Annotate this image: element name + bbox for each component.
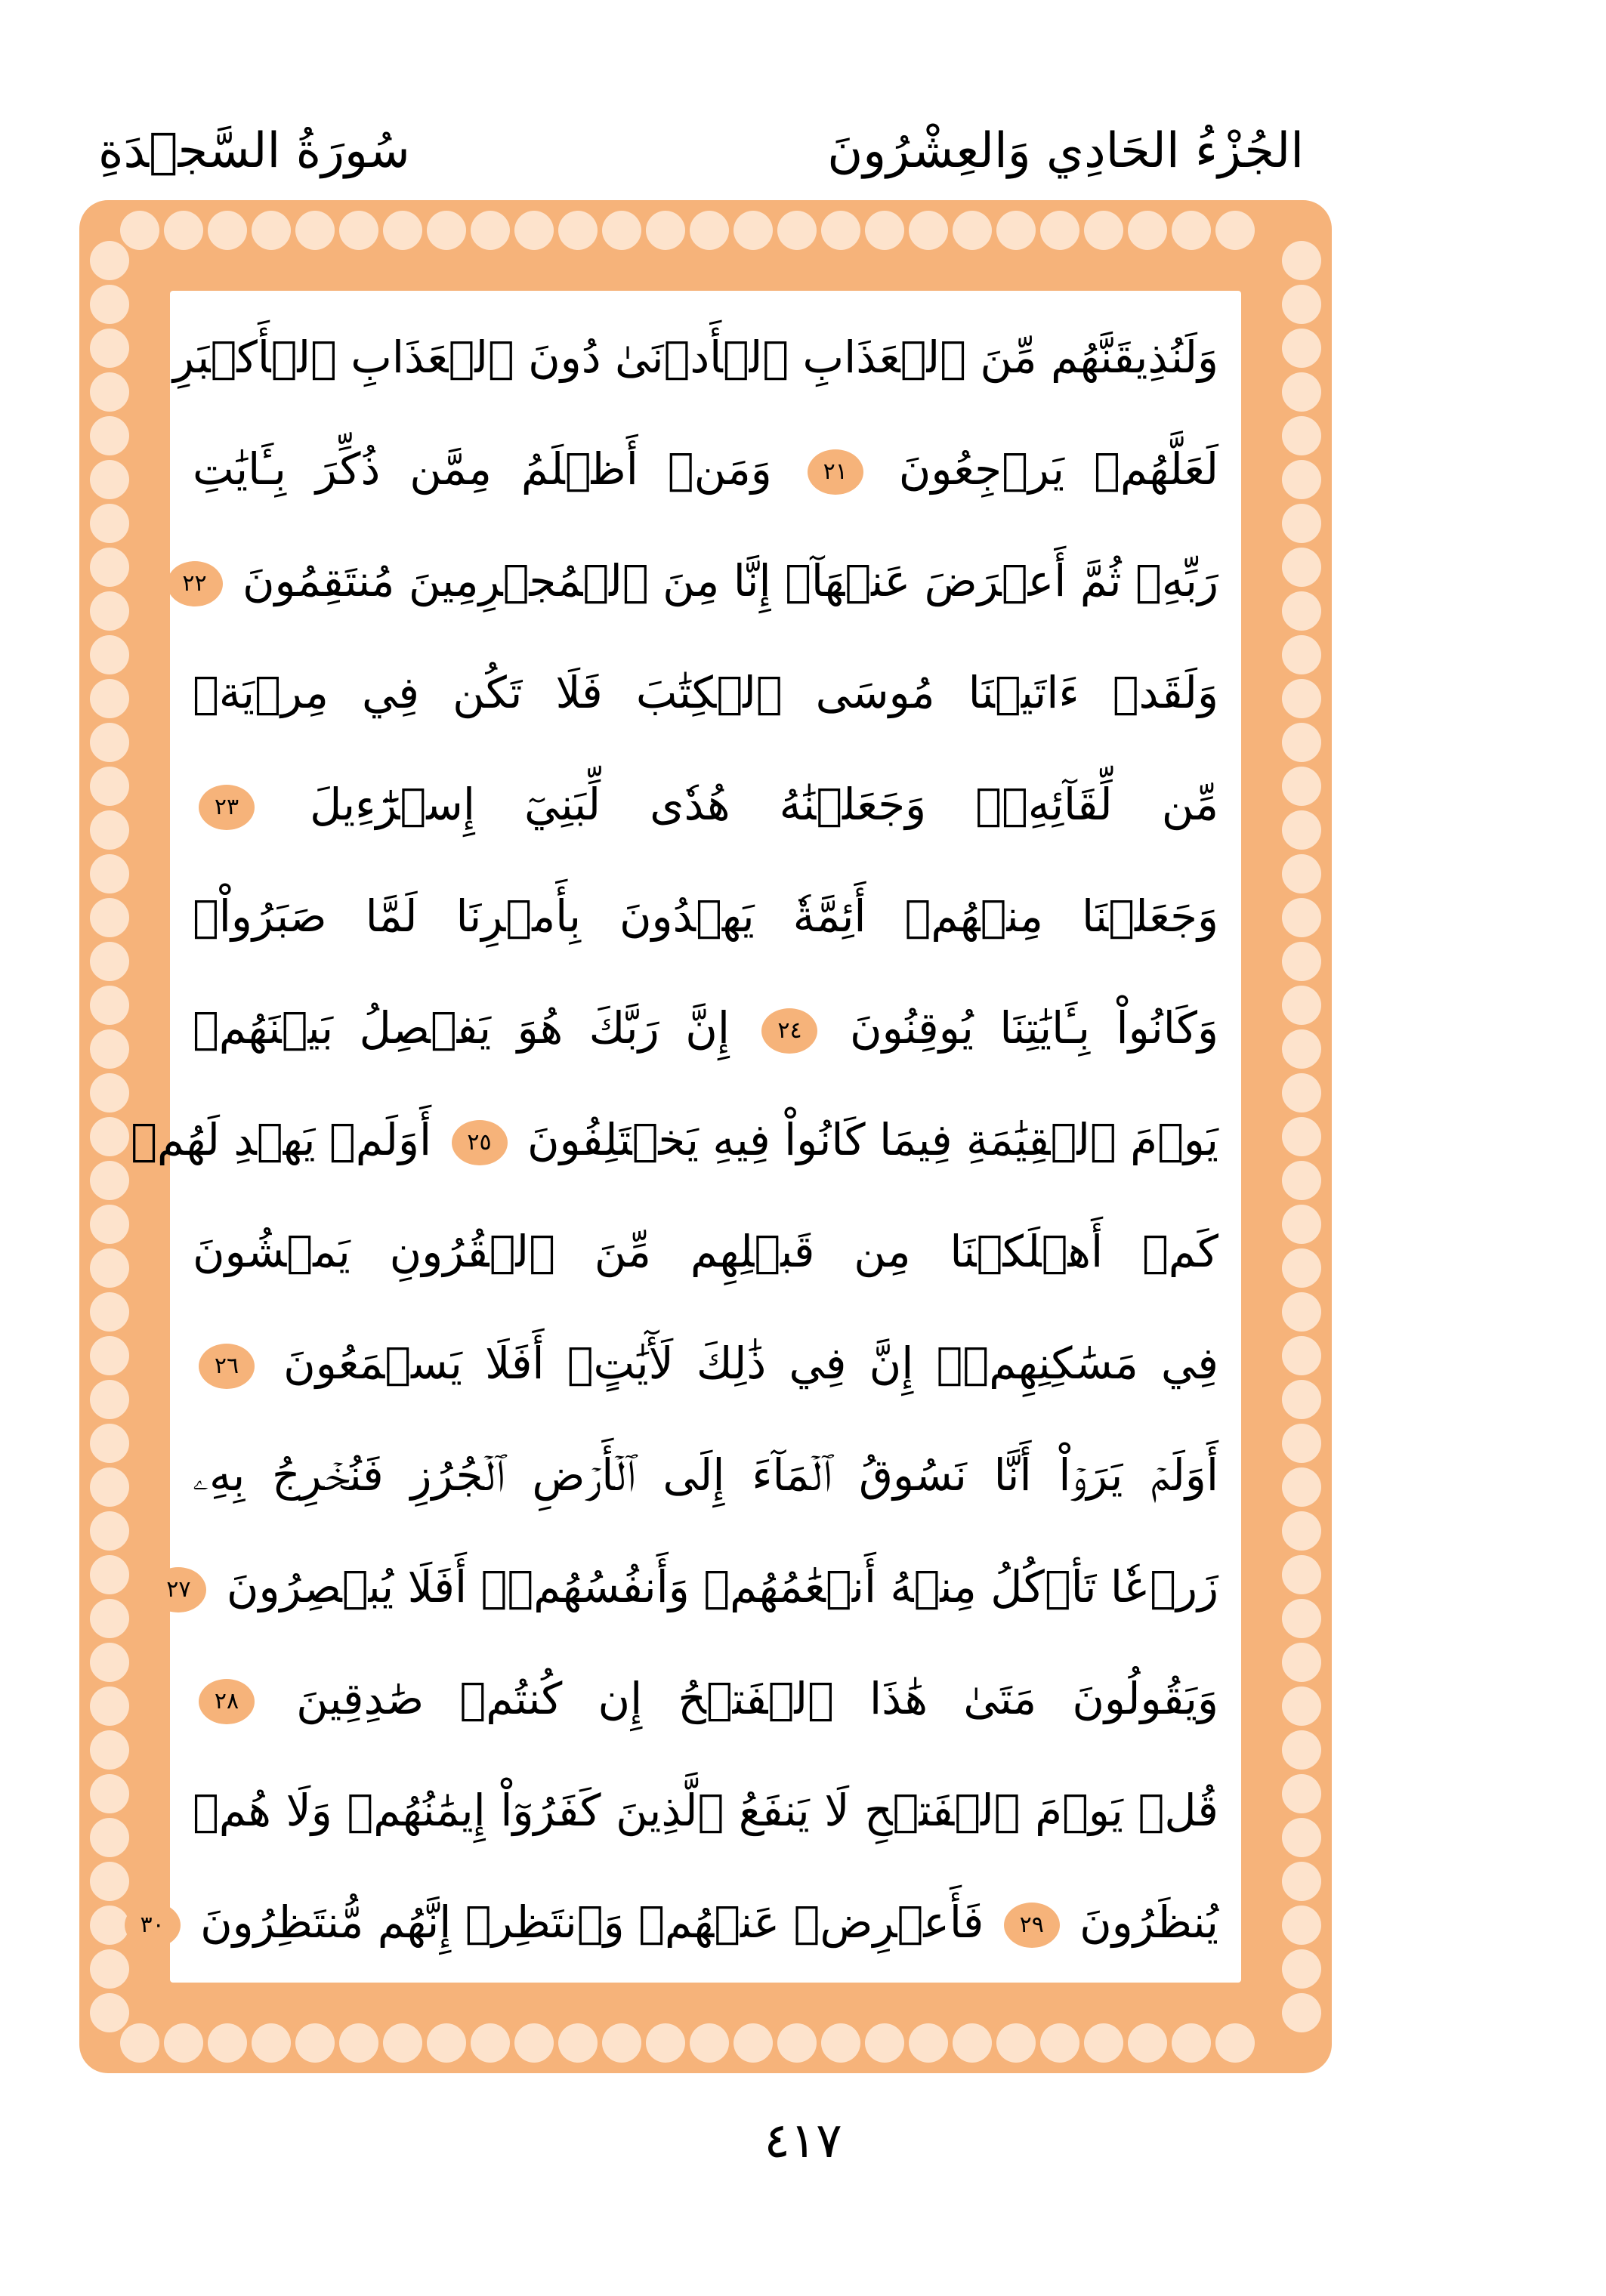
frame-scallop — [90, 854, 129, 893]
frame-scallop — [1282, 1029, 1321, 1069]
frame-scallop — [1282, 723, 1321, 762]
frame-scallop — [90, 723, 129, 762]
frame-scallop — [909, 2023, 948, 2063]
frame-scallop — [1282, 591, 1321, 631]
frame-scallop — [690, 211, 729, 250]
frame-scallop — [1215, 2023, 1255, 2063]
frame-scallop — [90, 285, 129, 324]
frame-scallop — [1282, 1993, 1321, 2032]
frame-scallop — [821, 211, 860, 250]
frame-scallop — [1172, 211, 1211, 250]
ayah-line-13 — [193, 1643, 1218, 1754]
frame-scallop — [90, 504, 129, 543]
frame-scallop — [471, 211, 510, 250]
frame-scallop — [1282, 1073, 1321, 1113]
frame-scallop — [90, 679, 129, 718]
frame-scallop — [1282, 986, 1321, 1025]
frame-scallop — [427, 2023, 466, 2063]
frame-scallop — [90, 1730, 129, 1770]
frame-scallop — [1282, 416, 1321, 455]
frame-scallop — [1282, 898, 1321, 937]
frame-scallop — [90, 898, 129, 937]
frame-scallop — [514, 211, 554, 250]
frame-scallop — [339, 211, 378, 250]
frame-scallop — [295, 2023, 335, 2063]
frame-scallop — [208, 211, 247, 250]
frame-scallop — [1282, 679, 1321, 718]
frame-scallop — [1282, 854, 1321, 893]
ayah-number-marker: ٢٥ — [452, 1120, 508, 1165]
frame-scallop — [90, 1467, 129, 1507]
frame-scallop — [1282, 460, 1321, 499]
line-text: مِّن لِّقَآئِهِۦۖ وَجَعَلۡنَٰهُ هُدٗى لِّبَنِيٓ إِسۡرَٰٓءِيلَ — [310, 779, 1219, 830]
frame-scallop — [383, 211, 422, 250]
frame-scallop — [953, 2023, 992, 2063]
frame-scallop — [953, 211, 992, 250]
ayah-line-15 — [140, 1866, 1218, 1978]
ayah-line-5 — [193, 748, 1218, 860]
frame-scallop — [90, 635, 129, 674]
ayah-number-marker: ٢٢ — [167, 561, 223, 606]
frame-scallop — [996, 211, 1036, 250]
page-header — [98, 113, 1304, 189]
line-text: وَكَانُواْ بِـَٔايَٰتِنَا يُوقِنُونَ — [849, 1002, 1219, 1054]
frame-scallop — [602, 2023, 641, 2063]
frame-scallop — [777, 211, 817, 250]
frame-scallop — [164, 211, 203, 250]
frame-scallop — [90, 1511, 129, 1551]
frame-scallop — [1282, 1730, 1321, 1770]
line-text-after: وَمَنۡ أَظۡلَمُ مِمَّن ذُكِّرَ بِـَٔايَٰتِ — [193, 443, 772, 495]
ayah-line-6 — [193, 860, 1218, 972]
frame-scallop — [734, 211, 773, 250]
frame-scallop — [90, 372, 129, 412]
ayah-number-marker: ٢٨ — [199, 1679, 255, 1724]
frame-scallop — [777, 2023, 817, 2063]
frame-scallop — [1040, 211, 1079, 250]
line-text: وَلَقَدۡ ءَاتَيۡنَا مُوسَى ٱلۡكِتَٰبَ فَلَا تَكُن فِي مِرۡيَةٖ — [193, 667, 1218, 718]
frame-scallop — [1128, 2023, 1167, 2063]
frame-scallop — [646, 2023, 685, 2063]
frame-scallop — [1282, 1380, 1321, 1419]
surah-title: سُورَةُ السَّجۡدَةِ — [98, 123, 410, 179]
ornamental-frame — [79, 200, 1332, 2073]
frame-scallop — [1282, 1424, 1321, 1463]
line-text: كَمۡ أَهۡلَكۡنَا مِن قَبۡلِهِم مِّنَ ٱلۡقُرُونِ يَمۡشُونَ — [193, 1226, 1218, 1277]
ayah-number-marker: ٣٠ — [125, 1903, 181, 1948]
frame-scallop — [1215, 211, 1255, 250]
frame-scallop — [1040, 2023, 1079, 2063]
line-text: وَيَقُولُونَ مَتَىٰ هَٰذَا ٱلۡفَتۡحُ إِن كُنتُمۡ صَٰدِقِينَ — [296, 1673, 1218, 1724]
frame-scallop — [1282, 1862, 1321, 1901]
frame-scallop — [1282, 1599, 1321, 1638]
frame-scallop — [295, 211, 335, 250]
line-text: يَوۡمَ ٱلۡقِيَٰمَةِ فِيمَا كَانُواْ فِيهِ يَخۡتَلِفُونَ — [527, 1114, 1218, 1165]
ayah-number-marker: ٢٧ — [150, 1567, 206, 1612]
frame-scallop — [1282, 1292, 1321, 1332]
frame-scallop — [252, 2023, 291, 2063]
frame-scallop — [1282, 1511, 1321, 1551]
ayah-number-marker: ٢٣ — [199, 785, 255, 830]
frame-scallop — [90, 767, 129, 806]
frame-scallop — [339, 2023, 378, 2063]
ayah-line-9 — [193, 1196, 1218, 1307]
frame-scallop — [90, 591, 129, 631]
line-text: زَرۡعٗا تَأۡكُلُ مِنۡهُ أَنۡعَٰمُهُمۡ وَأَنفُسُهُمۡۚ أَفَلَا يُبۡصِرُونَ — [226, 1561, 1218, 1612]
frame-scallop — [1282, 1336, 1321, 1375]
frame-scallop — [1282, 241, 1321, 280]
frame-scallop — [90, 1818, 129, 1857]
line-text-after: فَأَعۡرِضۡ عَنۡهُمۡ وَٱنتَظِرۡ إِنَّهُم مُّنتَظِرُونَ — [200, 1896, 984, 1948]
frame-scallop — [90, 1117, 129, 1156]
frame-scallop — [90, 1029, 129, 1069]
line-text: قُلۡ يَوۡمَ ٱلۡفَتۡحِ لَا يَنفَعُ ٱلَّذِينَ كَفَرُوٓاْ إِيمَٰنُهُمۡ وَلَا هُمۡ — [193, 1785, 1218, 1836]
frame-scallop — [90, 1555, 129, 1594]
ayah-line-11 — [193, 1419, 1218, 1531]
frame-scallop — [734, 2023, 773, 2063]
frame-scallop — [1282, 1818, 1321, 1857]
frame-scallop — [909, 211, 948, 250]
ayah-line-10 — [193, 1307, 1218, 1419]
ayah-line-1 — [172, 301, 1218, 413]
frame-scallop — [1084, 2023, 1123, 2063]
frame-scallop — [1282, 1467, 1321, 1507]
frame-scallop — [1282, 504, 1321, 543]
frame-scallop — [865, 2023, 904, 2063]
frame-scallop — [90, 329, 129, 368]
frame-scallop — [996, 2023, 1036, 2063]
line-text: وَلَنُذِيقَنَّهُم مِّنَ ٱلۡعَذَابِ ٱلۡأَدۡنَىٰ دُونَ ٱلۡعَذَابِ ٱلۡأَكۡبَرِ — [172, 332, 1218, 383]
frame-scallop — [690, 2023, 729, 2063]
frame-scallop — [1282, 767, 1321, 806]
frame-scallop — [1172, 2023, 1211, 2063]
ayah-line-4 — [193, 637, 1218, 748]
frame-scallop — [558, 211, 598, 250]
frame-scallop — [164, 2023, 203, 2063]
frame-scallop — [1282, 372, 1321, 412]
frame-scallop — [471, 2023, 510, 2063]
frame-scallop — [646, 211, 685, 250]
frame-scallop — [1282, 1161, 1321, 1200]
frame-scallop — [1282, 285, 1321, 324]
frame-scallop — [558, 2023, 598, 2063]
frame-scallop — [90, 241, 129, 280]
ayah-number-marker: ٢٤ — [761, 1008, 817, 1054]
frame-scallop — [1282, 942, 1321, 981]
line-text: وَجَعَلۡنَا مِنۡهُمۡ أَئِمَّةٗ يَهۡدُونَ بِأَمۡرِنَا لَمَّا صَبَرُواْۖ — [193, 890, 1218, 942]
ayah-line-8 — [131, 1084, 1218, 1196]
ayah-number-marker: ٢٩ — [1004, 1903, 1060, 1948]
ayah-line-12 — [166, 1531, 1218, 1643]
frame-scallop — [1282, 635, 1321, 674]
frame-scallop — [90, 460, 129, 499]
frame-scallop — [1282, 1774, 1321, 1813]
frame-scallop — [120, 211, 159, 250]
ayah-number-marker: ٢٦ — [199, 1344, 255, 1389]
line-text: أَوَلَمۡ يَرَوۡاْ أَنَّا نَسُوقُ ٱلۡمَآءَ إِلَى ٱلۡأَرۡضِ ٱلۡجُرُزِ فَنُخۡرِجُ بِهِۦ — [193, 1449, 1218, 1501]
page-number: ٤١٧ — [764, 2113, 842, 2169]
juz-title: الجُزْءُ الحَادِي وَالعِشْرُونَ — [827, 123, 1304, 179]
frame-scallop — [90, 1292, 129, 1332]
frame-scallop — [90, 1643, 129, 1682]
frame-scallop — [90, 1599, 129, 1638]
frame-scallop — [865, 211, 904, 250]
frame-scallop — [120, 2023, 159, 2063]
frame-scallop — [427, 211, 466, 250]
frame-scallop — [1282, 1687, 1321, 1726]
frame-scallop — [90, 942, 129, 981]
line-text-after: أَوَلَمۡ يَهۡدِ لَهُمۡ — [131, 1114, 432, 1165]
ayah-line-7 — [193, 972, 1218, 1084]
line-text: فِي مَسَٰكِنِهِمۡۚ إِنَّ فِي ذَٰلِكَ لَأٓيَٰتٍۚ أَفَلَا يَسۡمَعُونَ — [283, 1338, 1218, 1389]
frame-scallop — [90, 1993, 129, 2032]
frame-scallop — [90, 1336, 129, 1375]
line-text: رَبِّهِۦ ثُمَّ أَعۡرَضَ عَنۡهَآۚ إِنَّا مِنَ ٱلۡمُجۡرِمِينَ مُنتَقِمُونَ — [242, 555, 1218, 606]
ayah-line-3 — [182, 525, 1218, 637]
frame-scallop — [821, 2023, 860, 2063]
ayah-line-14 — [193, 1754, 1218, 1866]
line-text: لَعَلَّهُمۡ يَرۡجِعُونَ — [898, 443, 1219, 495]
frame-scallop — [1282, 1117, 1321, 1156]
ayah-number-marker: ٢١ — [808, 449, 863, 495]
frame-scallop — [90, 810, 129, 850]
frame-scallop — [90, 416, 129, 455]
frame-scallop — [1282, 1643, 1321, 1682]
frame-scallop — [383, 2023, 422, 2063]
frame-scallop — [90, 1380, 129, 1419]
frame-scallop — [1282, 1906, 1321, 1945]
line-text: يُنظَرُونَ — [1079, 1896, 1218, 1948]
frame-scallop — [90, 1424, 129, 1463]
frame-scallop — [1282, 329, 1321, 368]
frame-scallop — [90, 548, 129, 587]
frame-scallop — [90, 986, 129, 1025]
frame-scallop — [1282, 1555, 1321, 1594]
quran-text-panel — [131, 291, 1241, 1983]
frame-scallop — [90, 1687, 129, 1726]
frame-scallop — [1282, 548, 1321, 587]
frame-scallop — [208, 2023, 247, 2063]
frame-scallop — [90, 1161, 129, 1200]
frame-scallop — [1282, 1949, 1321, 1989]
frame-scallop — [1128, 211, 1167, 250]
frame-scallop — [90, 1205, 129, 1244]
frame-scallop — [602, 211, 641, 250]
frame-scallop — [514, 2023, 554, 2063]
frame-scallop — [90, 1774, 129, 1813]
frame-scallop — [1282, 810, 1321, 850]
ayah-line-2 — [193, 413, 1218, 525]
frame-scallop — [1084, 211, 1123, 250]
frame-scallop — [90, 1073, 129, 1113]
frame-scallop — [1282, 1248, 1321, 1288]
line-text-after: إِنَّ رَبَّكَ هُوَ يَفۡصِلُ بَيۡنَهُمۡ — [193, 1002, 730, 1054]
frame-scallop — [90, 1248, 129, 1288]
frame-scallop — [252, 211, 291, 250]
frame-scallop — [1282, 1205, 1321, 1244]
